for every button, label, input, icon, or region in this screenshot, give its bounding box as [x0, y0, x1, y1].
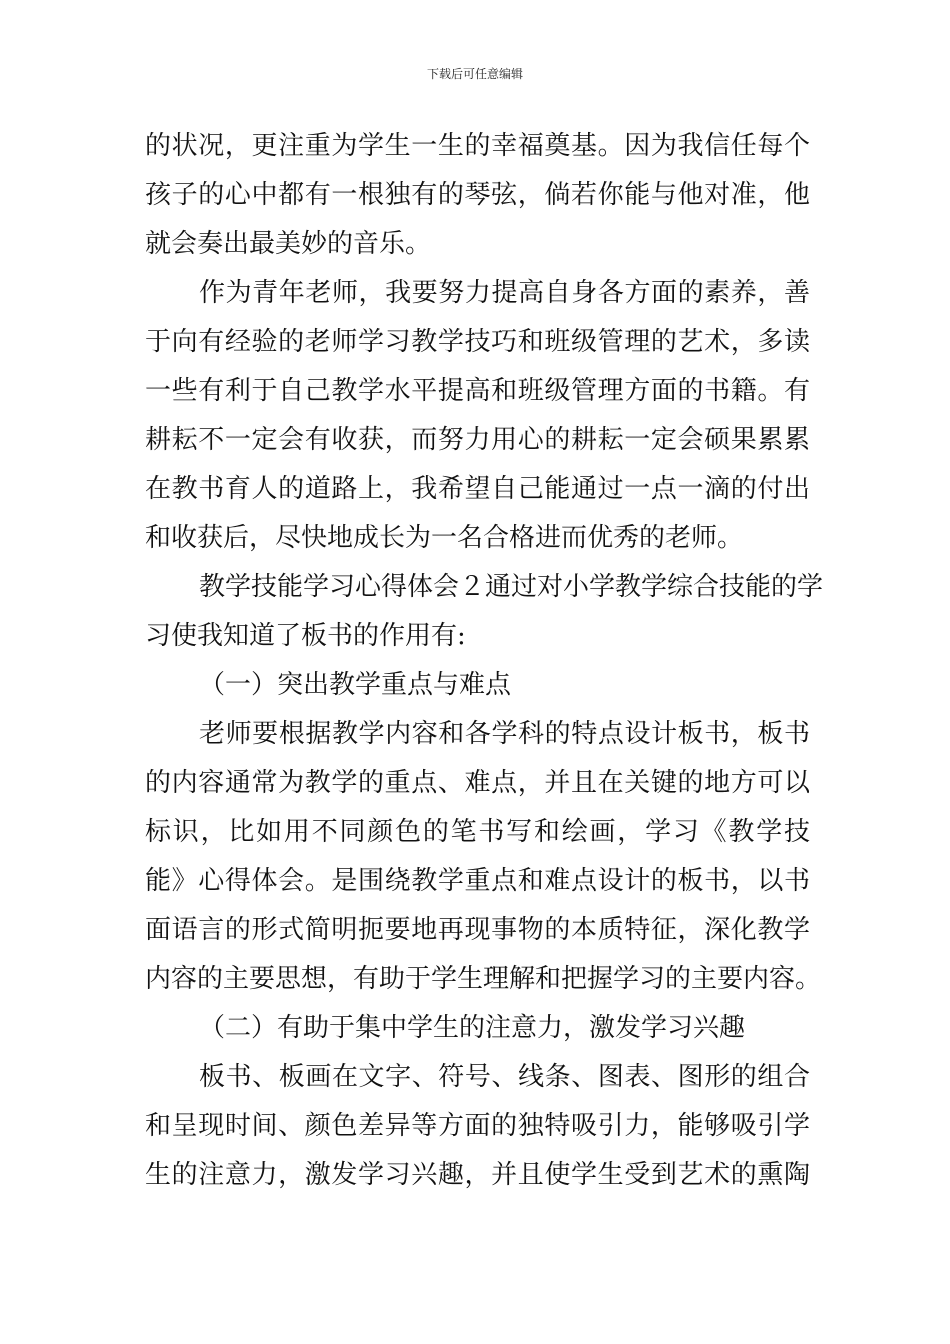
- paragraph-line: 能》心得体会。是围绕教学重点和难点设计的板书，以书: [145, 866, 810, 896]
- paragraph-line: 老师要根据教学内容和各学科的特点设计板书，板书: [199, 719, 810, 749]
- page-header-note: 下载后可任意编辑: [426, 67, 523, 81]
- paragraph-line: 板书、板画在文字、符号、线条、图表、图形的组合: [199, 1062, 810, 1092]
- paragraph-line: 和收获后，尽快地成长为一名合格进而优秀的老师。: [145, 523, 744, 553]
- paragraph-line: 在教书育人的道路上，我希望自己能通过一点一滴的付出: [145, 474, 810, 504]
- paragraph-line: 的内容通常为教学的重点、难点，并且在关键的地方可以: [145, 768, 810, 798]
- paragraph-line: 一些有利于自己教学水平提高和班级管理方面的书籍。有: [145, 376, 810, 406]
- paragraph-line: 作为青年老师，我要努力提高自身各方面的素养，善: [199, 278, 810, 308]
- paragraph-line: 孩子的心中都有一根独有的琴弦，倘若你能与他对准，他: [145, 180, 810, 210]
- paragraph-line: 面语言的形式简明扼要地再现事物的本质特征，深化教学: [145, 915, 810, 945]
- paragraph-line: 生的注意力，激发学习兴趣，并且使学生受到艺术的熏陶: [145, 1160, 810, 1190]
- paragraph-line: 和呈现时间、颜色差异等方面的独特吸引力，能够吸引学: [145, 1111, 810, 1141]
- paragraph-line: 标识，比如用不同颜色的笔书写和绘画，学习《教学技: [145, 817, 810, 847]
- section-heading: （二）有助于集中学生的注意力，激发学习兴趣: [199, 1013, 746, 1043]
- paragraph-line: 就会奏出最美妙的音乐。: [145, 229, 432, 259]
- paragraph-line: 的状况，更注重为学生一生的幸福奠基。因为我信任每个: [145, 131, 810, 161]
- paragraph-line: 耕耘不一定会有收获，而努力用心的耕耘一定会硕果累累: [145, 425, 810, 455]
- paragraph-line: 教学技能学习心得体会２通过对小学教学综合技能的学: [199, 572, 824, 602]
- paragraph-line: 于向有经验的老师学习教学技巧和班级管理的艺术，多读: [145, 327, 810, 357]
- paragraph-line: 习使我知道了板书的作用有:: [145, 621, 466, 651]
- paragraph-line: 内容的主要思想，有助于学生理解和把握学习的主要内容。: [145, 964, 822, 994]
- document-body: [145, 122, 824, 1200]
- section-heading: （一）突出教学重点与难点: [199, 670, 512, 700]
